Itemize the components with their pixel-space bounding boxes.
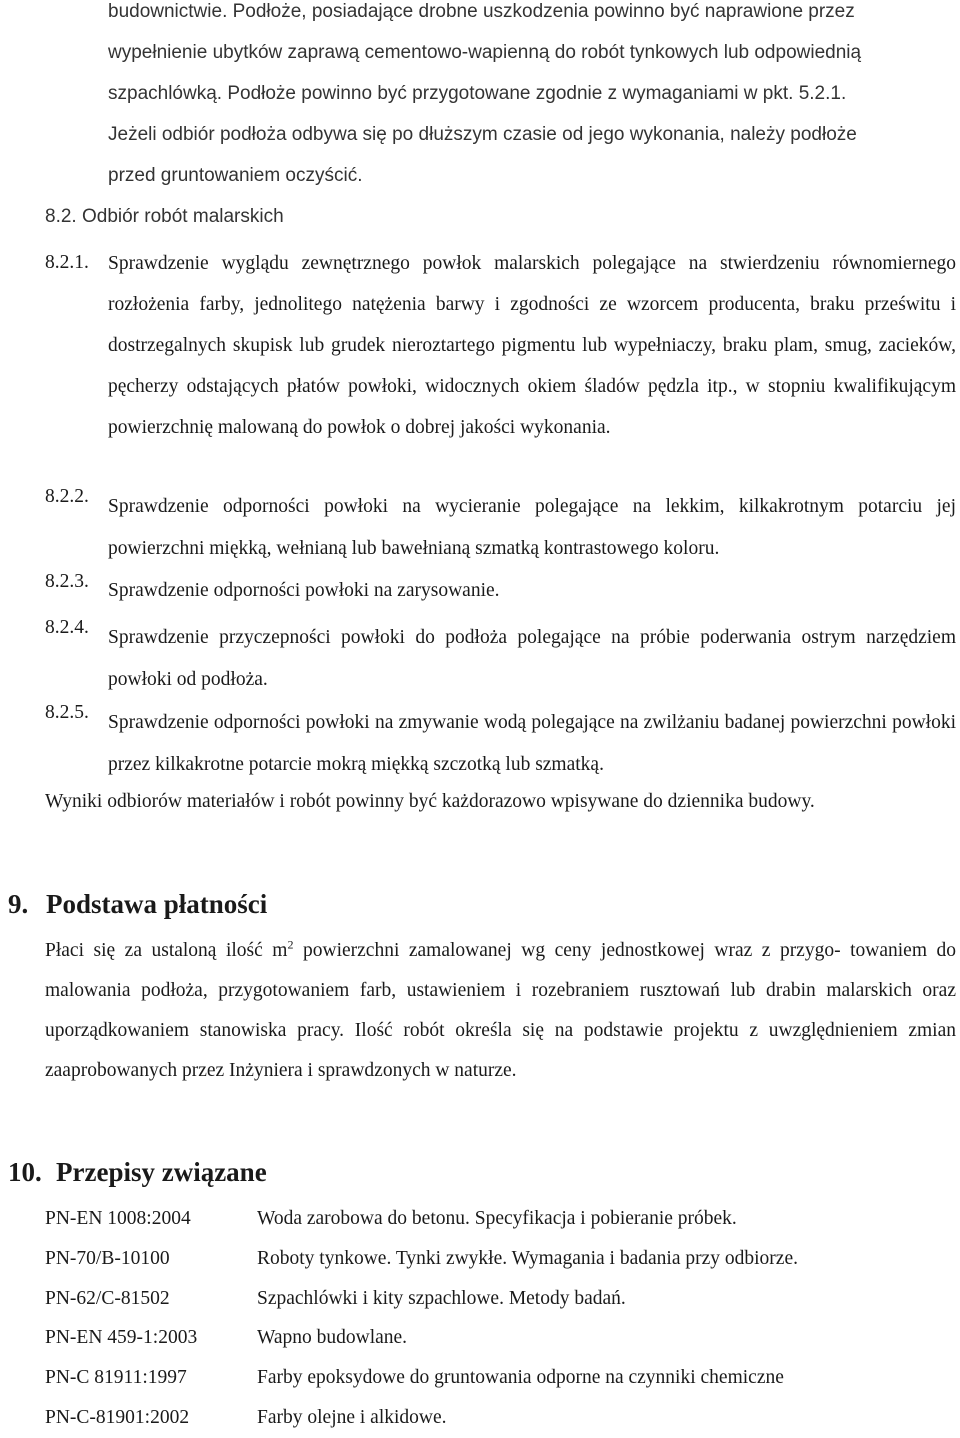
reference-description: Roboty tynkowe. Tynki zwykłe. Wymagania i badania przy odbiorze. [257, 1248, 798, 1269]
section-9-heading [8, 884, 267, 924]
reference-code: PN-EN 459-1:2003 [45, 1327, 198, 1348]
payment-text-part: Płaci się za ustaloną ilość m [45, 940, 288, 961]
intro-line: Jeżeli odbiór podłoża odbywa się po dłuższym czasie od jego wykonania, należy podłoże [108, 124, 857, 145]
results-note: Wyniki odbiorów materiałów i robót powinny być każdorazowo wpisywane do dziennika budowy. [45, 791, 815, 812]
reference-code: PN-C-81901:2002 [45, 1407, 190, 1428]
item-text: Sprawdzenie odporności powłoki na zmywanie wodą polegające na zwilżaniu badanej powierzchni powłoki przez kilkakrotne potarcie mokrą miękką szczotką lub szmatką. [108, 712, 956, 775]
reference-description: Farby olejne i alkidowe. [257, 1407, 447, 1428]
item-number: 8.2.2. [45, 486, 89, 507]
item-text: Sprawdzenie odporności powłoki na wycieranie polegające na lekkim, kilkakrotnym potarciu jej powierzchni miękką, wełnianą lub bawełnianą szmatką kontrastowego koloru. [108, 496, 956, 559]
reference-code: PN-70/B-10100 [45, 1248, 170, 1269]
item-number: 8.2.3. [45, 571, 89, 592]
section-title: Przepisy związane [56, 1157, 267, 1187]
reference-description: Farby epoksydowe do gruntowania odporne na czynniki chemiczne [257, 1367, 784, 1388]
reference-description: Szpachlówki i kity szpachlowe. Metody badań. [257, 1288, 626, 1309]
reference-code: PN-EN 1008:2004 [45, 1208, 191, 1229]
intro-line: wypełnienie ubytków zaprawą cementowo-wapienną do robót tynkowych lub odpowiednią [108, 42, 862, 63]
intro-line: przed gruntowaniem oczyścić. [108, 165, 363, 186]
payment-text-part: powierzchni zamalowanej wg ceny jednostkowej wraz z przygo- towaniem do malowania podłoża, przygotowaniem farb, ustawieniem i rozebraniem rusztowań lub drabin malarskich oraz uporządkowaniem stanowiska pracy. Ilość robót określa się na podstawie projektu z uwzględnieniem zmian zaaprobowanych przez Inżyniera i sprawdzonych w naturze. [45, 940, 956, 1081]
section-title: Podstawa płatności [46, 889, 268, 919]
item-text: Sprawdzenie przyczepności powłoki do podłoża polegające na próbie poderwania ostrym narzędziem powłoki od podłoża. [108, 627, 956, 690]
item-text: Sprawdzenie wyglądu zewnętrznego powłok malarskich polegające na stwierdzeniu równomiernego rozłożenia farby, jednolitego natężenia barwy i zgodności ze wzorcem producenta, braku prześwitu i dostrzegalnych skupisk lub grudek nieroztartego pigmentu lub wypełniaczy, braku plam, smug, zacieków, pęcherzy odstających płatów powłoki, widocznych okiem śladów pędzla itp., w stopniu kwalifikującym powierzchnię malowaną do powłok o dobrej jakości wykonania. [108, 253, 956, 438]
item-text: Sprawdzenie odporności powłoki na zarysowanie. [108, 580, 500, 601]
reference-code: PN-62/C-81502 [45, 1288, 170, 1309]
intro-line: szpachlówką. Podłoże powinno być przygotowane zgodnie z wymaganiami w pkt. 5.2.1. [108, 83, 847, 104]
section-number: 10. [8, 1157, 42, 1187]
item-number: 8.2.5. [45, 702, 89, 723]
subsection-heading: 8.2. Odbiór robót malarskich [45, 206, 284, 227]
payment-paragraph [45, 931, 956, 1091]
item-number: 8.2.1. [45, 252, 89, 273]
section-10-heading [8, 1152, 267, 1192]
item-number: 8.2.4. [45, 617, 89, 638]
reference-description: Woda zarobowa do betonu. Specyfikacja i pobieranie próbek. [257, 1208, 737, 1229]
intro-line: budownictwie. Podłoże, posiadające drobne uszkodzenia powinno być naprawione przez [108, 1, 855, 22]
section-number: 9. [8, 889, 29, 919]
superscript: 2 [287, 937, 294, 952]
reference-code: PN-C 81911:1997 [45, 1367, 187, 1388]
reference-description: Wapno budowlane. [257, 1327, 408, 1348]
